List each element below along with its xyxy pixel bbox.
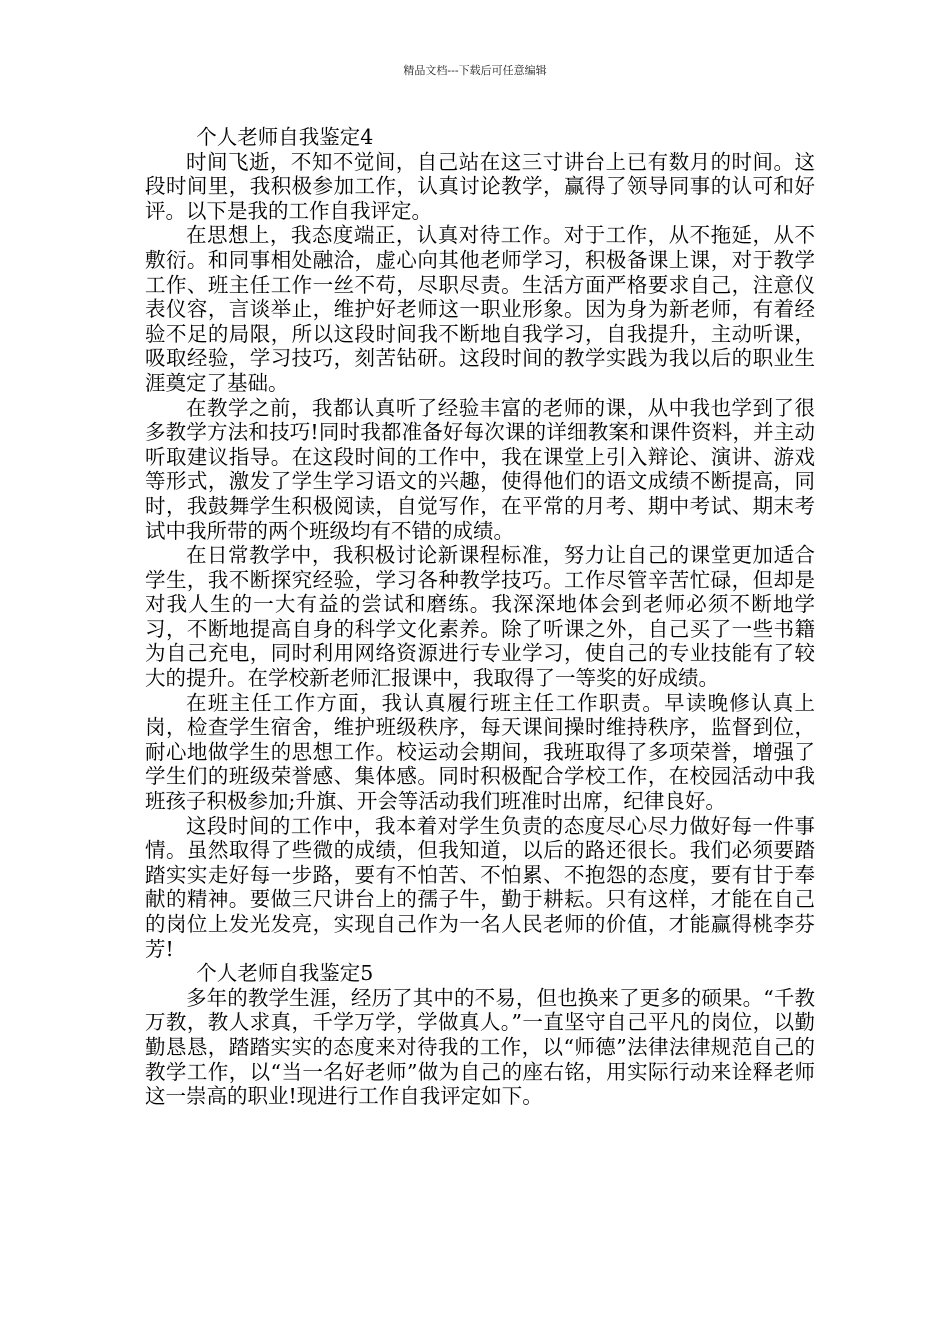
paragraph: 时间飞逝，不知不觉间，自己站在这三寸讲台上已有数月的时间。这段时间里，我积极参加工作，认真讨论教学，赢得了领导同事的认可和好评。以下是我的工作自我评定。 [145, 149, 815, 223]
document-body [145, 125, 815, 1109]
paragraph: 在日常教学中，我积极讨论新课程标准，努力让自己的课堂更加适合学生，我不断探究经验，学习各种教学技巧。工作尽管辛苦忙碌，但却是对我人生的一大有益的尝试和磨练。我深深地体会到老师必须不断地学习，不断地提高自身的科学文化素养。除了听课之外，自己买了一些书籍为自己充电，同时利用网络资源进行专业学习，使自己的专业技能有了较大的提升。在学校新老师汇报课中，我取得了一等奖的好成绩。 [145, 543, 815, 691]
paragraph: 这段时间的工作中，我本着对学生负责的态度尽心尽力做好每一件事情。虽然取得了些微的成绩，但我知道，以后的路还很长。我们必须要踏踏实实走好每一步路，要有不怕苦、不怕累、不抱怨的态度，要有甘于奉献的精神。要做三尺讲台上的孺子牛，勤于耕耘。只有这样，才能在自己的岗位上发光发亮，实现自己作为一名人民老师的价值，才能赢得桃李芬芳! [145, 813, 815, 961]
section-title-4: 个人老师自我鉴定4 [196, 125, 374, 149]
section-title-5: 个人老师自我鉴定5 [196, 961, 374, 986]
page-header: 精品文档---下载后可任意编辑 [403, 64, 547, 77]
paragraph: 在教学之前，我都认真听了经验丰富的老师的课，从中我也学到了很多教学方法和技巧!同时我都准备好每次课的详细教案和课件资料，并主动听取建议指导。在这段时间的工作中，我在课堂上引入辩论、演讲、游戏等形式，激发了学生学习语文的兴趣，使得他们的语文成绩不断提高，同时，我鼓舞学生积极阅读，自觉写作，在平常的月考、期中考试、期末考试中我所带的两个班级均有不错的成绩。 [145, 395, 815, 543]
paragraph: 在班主任工作方面，我认真履行班主任工作职责。早读晚修认真上岗，检查学生宿舍，维护班级秩序，每天课间操时维持秩序，监督到位，耐心地做学生的思想工作。校运动会期间，我班取得了多项荣誉，增强了学生们的班级荣誉感、集体感。同时积极配合学校工作，在校园活动中我班孩子积极参加;升旗、开会等活动我们班准时出席，纪律良好。 [145, 690, 815, 814]
paragraph: 在思想上，我态度端正，认真对待工作。对于工作，从不拖延，从不敷衍。和同事相处融洽，虚心向其他老师学习，积极备课上课，对于教学工作、班主任工作一丝不苟，尽职尽责。生活方面严格要求自己，注意仪表仪容，言谈举止，维护好老师这一职业形象。因为身为新老师，有着经验不足的局限，所以这段时间我不断地自我学习，自我提升，主动听课，吸取经验，学习技巧，刻苦钻研。这段时间的教学实践为我以后的职业生涯奠定了基础。 [145, 223, 815, 395]
paragraph: 多年的教学生涯，经历了其中的不易，但也换来了更多的硕果。“千教万教，教人求真，千学万学，学做真人。”一直坚守自己平凡的岗位，以勤勤恳恳，踏踏实实的态度来对待我的工作，以“师德”法律法律规范自己的教学工作，以“当一名好老师”做为自己的座右铭，用实际行动来诠释老师这一崇高的职业!现进行工作自我评定如下。 [145, 985, 815, 1109]
